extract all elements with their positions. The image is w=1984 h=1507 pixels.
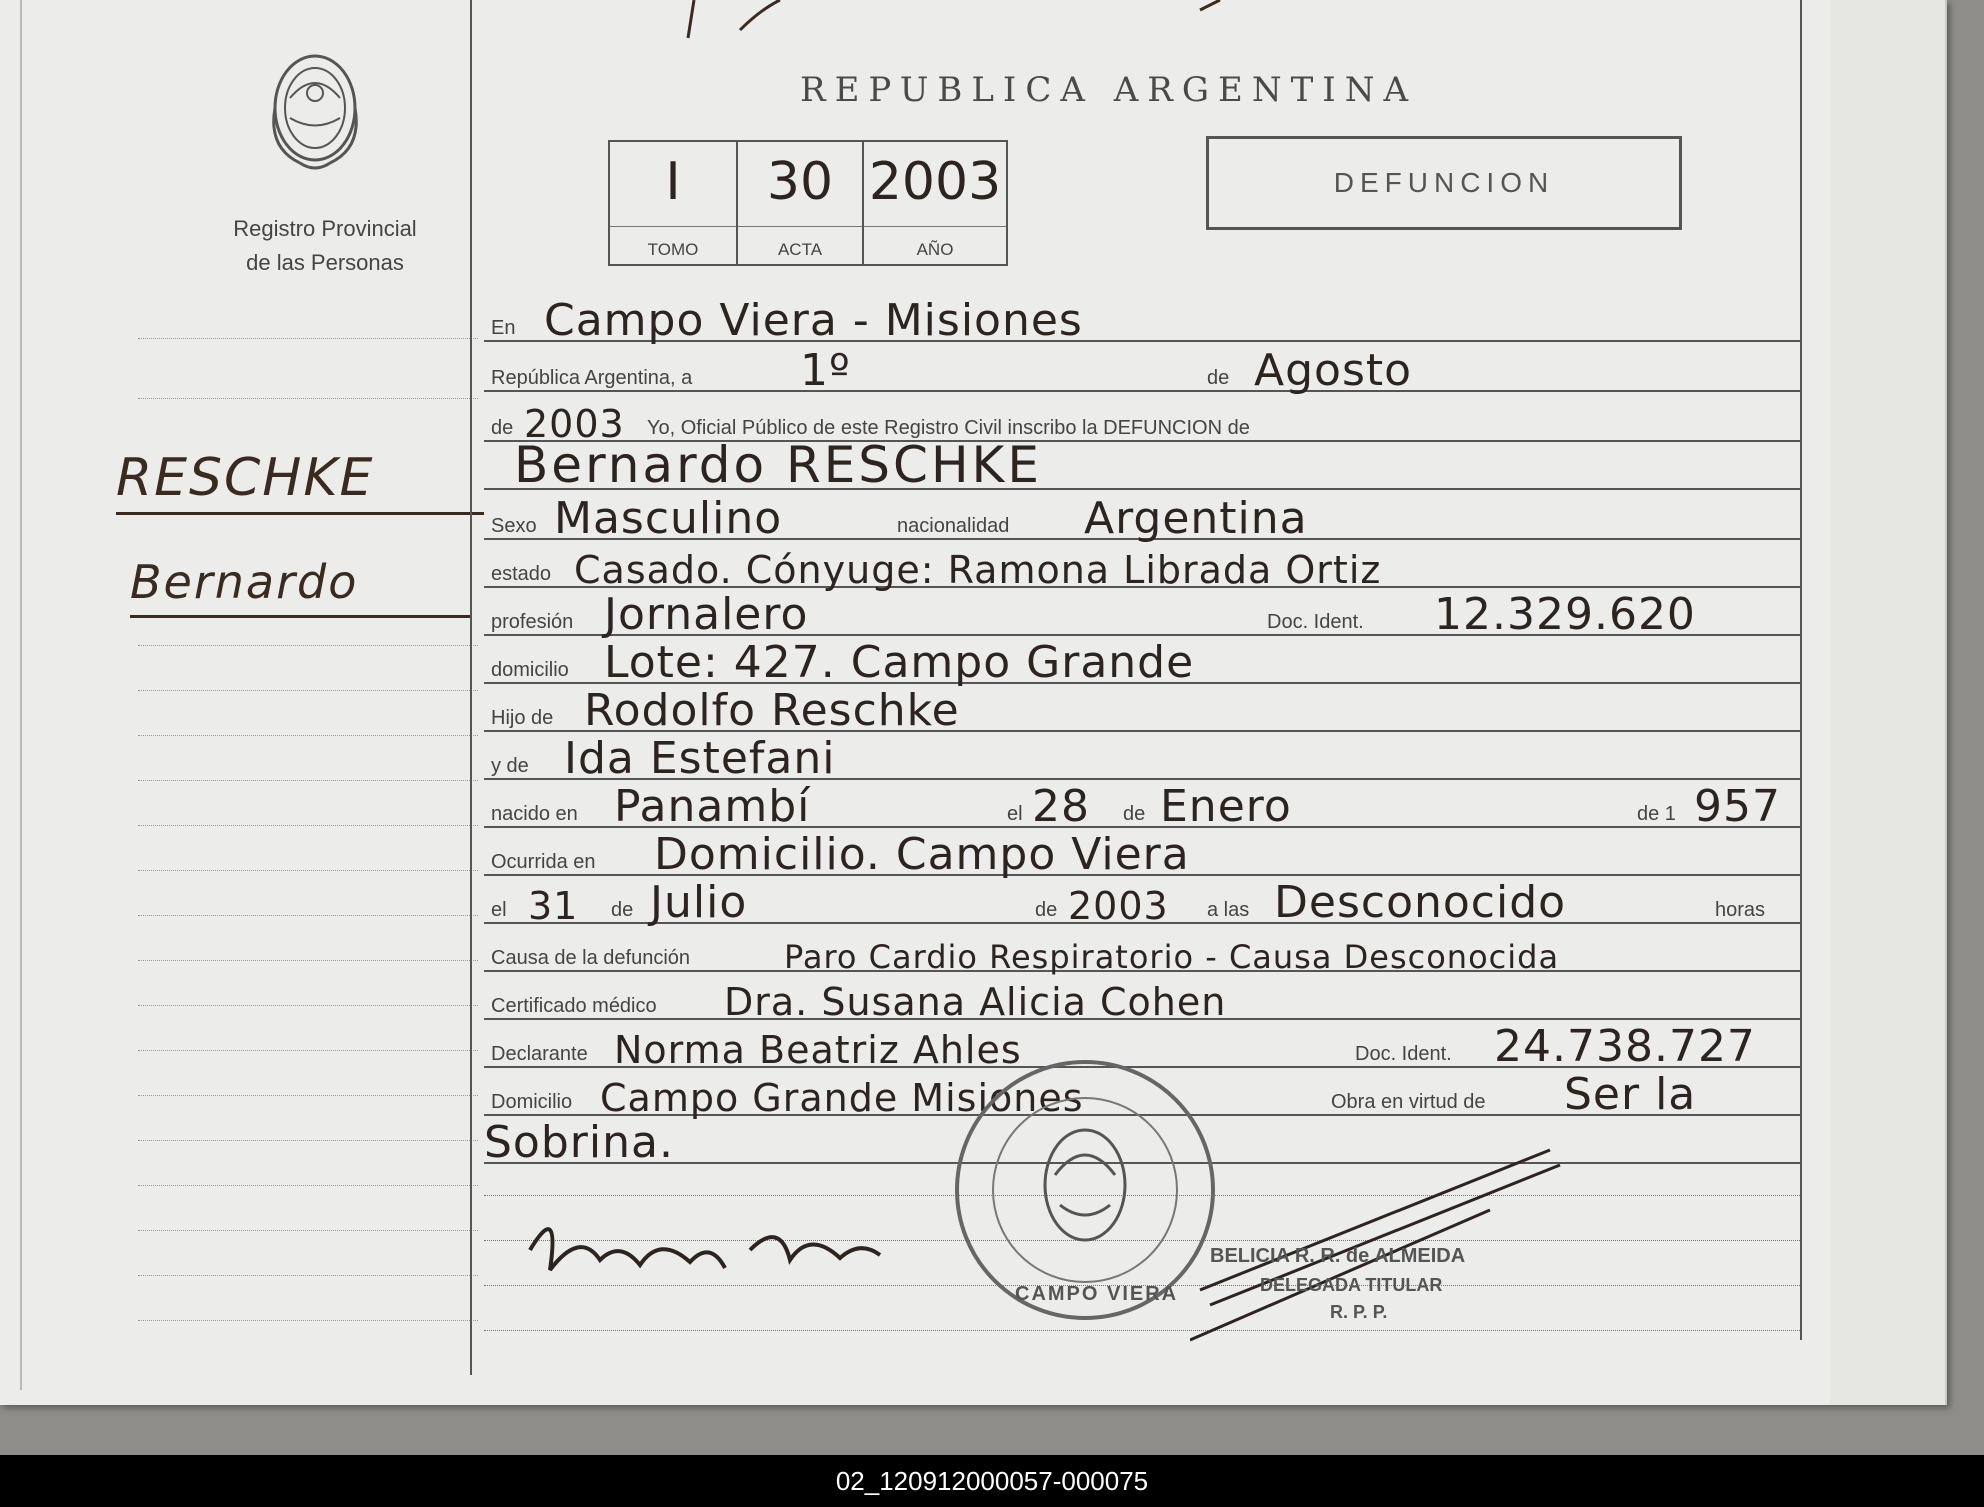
official-signature-block — [1190, 1140, 1590, 1350]
domicilio2-label: Domicilio — [488, 1091, 575, 1114]
stub-divider — [470, 0, 472, 1375]
docid-value: 12.329.620 — [1434, 589, 1696, 640]
obra-label: Obra en virtud de — [1328, 1091, 1489, 1114]
top-ink-stroke — [680, 0, 1240, 40]
stub-rule — [138, 780, 478, 781]
stub-rule — [138, 1050, 478, 1051]
stub-rule — [138, 1185, 478, 1186]
birth-de2-label: de 1 — [1634, 803, 1679, 826]
alas-label: a las — [1204, 899, 1252, 922]
el-label: el — [1004, 803, 1026, 826]
ocurrida-label: Ocurrida en — [488, 851, 599, 874]
yo-text: Yo, Oficial Público de este Registro Civil inscribo la DEFUNCION de — [644, 417, 1253, 440]
de4-label: de — [1032, 899, 1060, 922]
stamp-place: CAMPO VIERA — [1015, 1283, 1179, 1305]
stub-section — [20, 0, 470, 1390]
continuation-value: Sobrina. — [484, 1117, 674, 1168]
anio-value: 2003 — [868, 152, 1002, 212]
stub-surname: RESCHKE — [116, 448, 375, 508]
profesion-label: profesión — [488, 611, 576, 634]
place-value: Campo Viera - Misiones — [544, 295, 1083, 346]
nacido-value: Panambí — [614, 781, 811, 832]
registry-line-2: de las Personas — [246, 250, 404, 275]
stub-rule — [138, 915, 478, 916]
stub-rule — [138, 825, 478, 826]
birth-de-label: de — [1120, 803, 1148, 826]
year-value: 2003 — [524, 402, 625, 446]
death-month: Julio — [650, 877, 748, 928]
sexo-label: Sexo — [488, 515, 540, 538]
domicilio2-value: Campo Grande Misiones — [600, 1076, 1084, 1120]
death-day: 31 — [528, 884, 579, 928]
acta-label: ACTA — [777, 240, 823, 259]
stub-rule — [138, 690, 478, 691]
declarante-value: Norma Beatriz Ahles — [614, 1028, 1022, 1072]
de2-label: de — [488, 417, 516, 440]
horas-label: horas — [1712, 899, 1768, 922]
stub-rule — [138, 870, 478, 871]
cert-label: Certificado médico — [488, 995, 660, 1018]
estado-value: Casado. Cónyuge: Ramona Librada Ortiz — [574, 548, 1382, 592]
stub-underline — [130, 615, 470, 618]
hijo-label: Hijo de — [488, 707, 556, 730]
tomo-label: TOMO — [647, 240, 699, 259]
el2-label: el — [488, 899, 510, 922]
domicilio-label: domicilio — [488, 659, 572, 682]
nac-value: Argentina — [1084, 493, 1308, 544]
provincial-shield-icon — [260, 38, 370, 188]
official-title: DELEGADA TITULAR — [1260, 1275, 1443, 1295]
sexo-value: Masculino — [554, 493, 783, 544]
signature-text — [490, 1250, 498, 1251]
mother-value: Ida Estefani — [564, 733, 836, 784]
stub-rule — [138, 1275, 478, 1276]
en-label: En — [488, 317, 518, 340]
causa-label: Causa de la defunción — [488, 947, 693, 970]
cert-value: Dra. Susana Alicia Cohen — [724, 980, 1227, 1024]
docid2-value: 24.738.727 — [1494, 1021, 1756, 1072]
stub-rule — [138, 398, 478, 399]
form-right-border — [1800, 0, 1802, 1340]
republica-label: República Argentina, a — [488, 367, 695, 390]
obra-value: Ser la — [1564, 1069, 1697, 1120]
image-caption: 02_120912000057-000075 — [0, 1455, 1984, 1507]
page-edge — [1830, 0, 1945, 1405]
stub-rule — [138, 1005, 478, 1006]
father-value: Rodolfo Reschke — [584, 685, 960, 736]
docid2-label: Doc. Ident. — [1352, 1043, 1455, 1066]
registry-line-1: Registro Provincial — [233, 216, 417, 241]
stub-rule — [138, 735, 478, 736]
de-label: de — [1204, 367, 1232, 390]
domicilio-value: Lote: 427. Campo Grande — [604, 637, 1195, 688]
anio-label: AÑO — [916, 240, 954, 259]
ocurrida-value: Domicilio. Campo Viera — [654, 829, 1190, 880]
deceased-name: Bernardo RESCHKE — [514, 436, 1042, 494]
birth-month: Enero — [1160, 781, 1292, 832]
record-type-box: DEFUNCION — [1206, 136, 1682, 230]
declarante-label: Declarante — [488, 1043, 591, 1066]
declarant-signature — [490, 1190, 930, 1310]
month-value: Agosto — [1254, 345, 1413, 396]
official-name: BELICIA R. R. de ALMEIDA — [1210, 1245, 1466, 1267]
tomo-cell — [610, 142, 738, 264]
day-value: 1º — [800, 345, 851, 396]
country-heading: REPUBLICA ARGENTINA — [800, 70, 1418, 110]
stub-rule — [138, 338, 478, 339]
registry-name — [170, 212, 480, 280]
stub-rule — [138, 1320, 478, 1321]
estado-label: estado — [488, 563, 554, 586]
profesion-value: Jornalero — [604, 589, 809, 640]
official-stamp — [945, 1045, 1225, 1335]
yde-label: y de — [488, 755, 532, 778]
acta-cell — [738, 142, 864, 264]
stub-rule — [138, 1140, 478, 1141]
record-number-box — [608, 140, 1008, 266]
birth-day: 28 — [1032, 781, 1090, 832]
signature-scribble — [490, 1190, 930, 1310]
official-org: R. P. P. — [1330, 1302, 1388, 1322]
de3-label: de — [608, 899, 636, 922]
stub-rule — [138, 960, 478, 961]
hora-value: Desconocido — [1274, 877, 1567, 928]
death-year: 2003 — [1068, 884, 1169, 928]
stub-rule — [138, 645, 478, 646]
nacido-label: nacido en — [488, 803, 581, 826]
stub-rule — [138, 1230, 478, 1231]
stub-rule — [138, 1095, 478, 1096]
docid-label: Doc. Ident. — [1264, 611, 1367, 634]
acta-value: 30 — [766, 152, 834, 212]
stamp-ring-text — [945, 1045, 977, 1046]
birth-year: 957 — [1694, 781, 1781, 832]
causa-value: Paro Cardio Respiratorio - Causa Desconocida — [784, 938, 1560, 976]
stub-underline — [116, 512, 484, 515]
anio-cell — [864, 142, 1006, 264]
stub-given-name: Bernardo — [130, 555, 359, 609]
tomo-value: I — [665, 152, 681, 212]
nac-label: nacionalidad — [894, 515, 1012, 538]
